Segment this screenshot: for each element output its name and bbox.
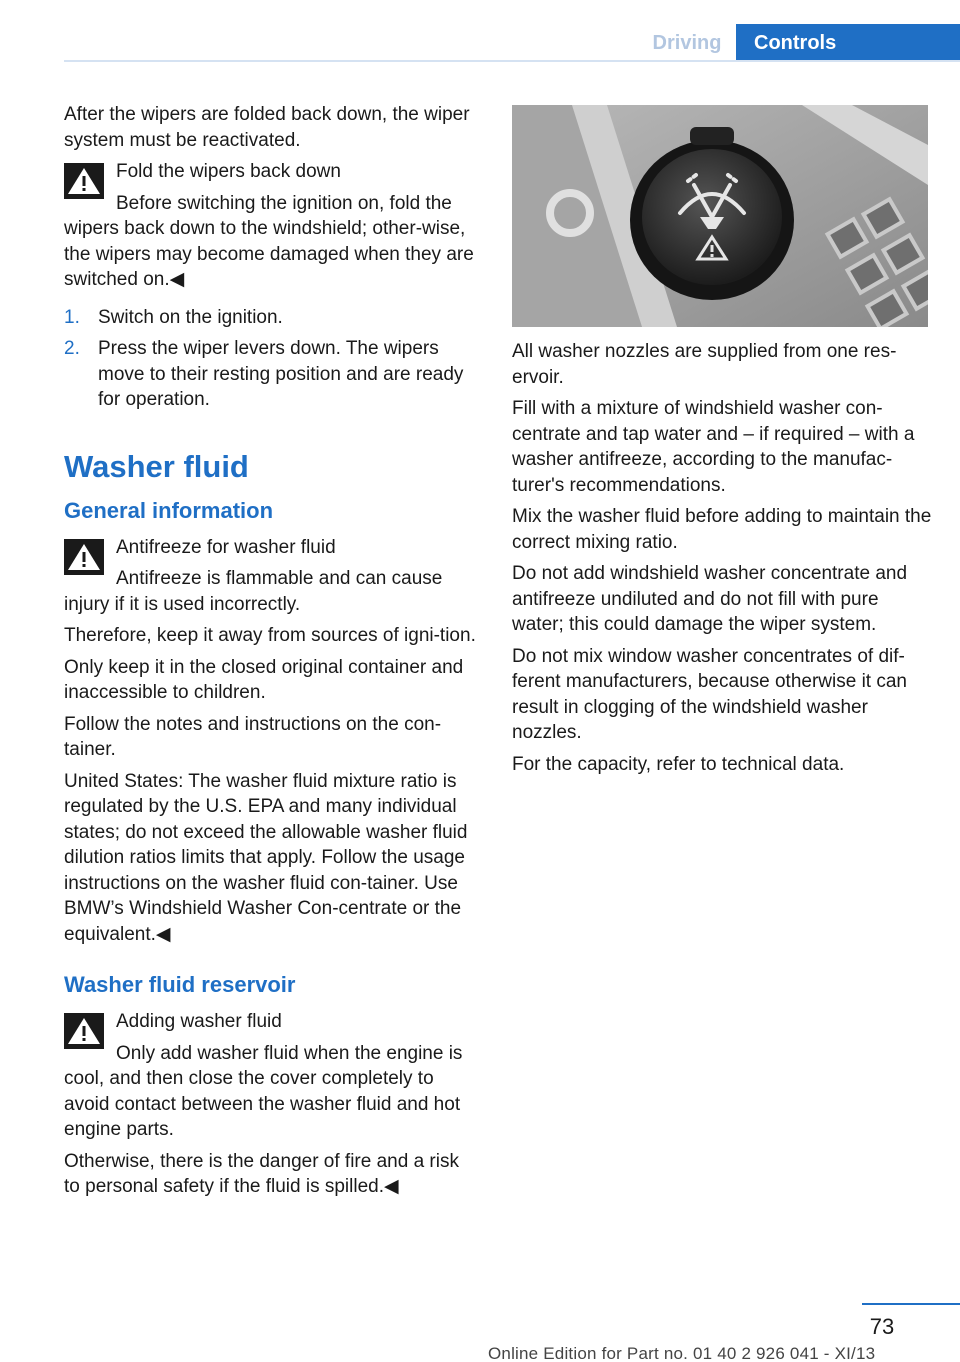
header-section: Driving	[652, 32, 722, 54]
warning-body: Antifreeze is flammable and can cause injury if it is used incorrectly.	[64, 568, 443, 615]
body-paragraph: Do not mix window washer concentrates of dif‐ferent manufacturers, because otherwise it can result in clogging of the windshield washer nozzles.	[512, 645, 907, 743]
step-text: Switch on the ignition.	[98, 306, 283, 328]
header-chapter: Controls	[736, 24, 960, 62]
body-paragraph: Fill with a mixture of windshield washer con‐centrate and tap water and – if required – with a washer antifreeze, according to the manufac‐turer's recommendations.	[512, 398, 915, 496]
warning-body: Before switching the ignition on, fold the wipers back down to the windshield; other‐wise, the wipers may become damaged when they are switched on.◀	[64, 192, 474, 290]
step-list	[64, 305, 478, 413]
washer-reservoir-photo	[512, 105, 928, 327]
body-paragraph: Otherwise, there is the danger of fire and a risk to personal safety if the fluid is spilled.◀	[64, 1150, 459, 1197]
section-title: Washer fluid	[64, 448, 249, 484]
warning-title: Adding washer fluid	[116, 1011, 282, 1032]
edition-note: Online Edition for Part no. 01 40 2 926 041 - XI/13	[488, 1344, 876, 1362]
body-paragraph: Mix the washer fluid before adding to maintain the correct mixing ratio.	[512, 506, 932, 553]
step-item	[64, 305, 478, 331]
warning-block	[64, 1009, 478, 1143]
footer-rule	[862, 1303, 960, 1305]
warning-triangle-icon	[64, 1013, 104, 1049]
warning-title: Fold the wipers back down	[116, 161, 341, 182]
step-number: 1.	[64, 306, 80, 328]
body-paragraph: Follow the notes and instructions on the con‐tainer.	[64, 713, 442, 760]
body-paragraph: For the capacity, refer to technical data.	[512, 753, 845, 775]
body-paragraph: Only keep it in the closed original container and inaccessible to children.	[64, 656, 464, 703]
body-paragraph: Do not add windshield washer concentrate and antifreeze undiluted and do not fill with pure water; this could damage the wiper system.	[512, 563, 908, 635]
warning-title: Antifreeze for washer fluid	[116, 536, 336, 558]
body-paragraph: United States: The washer fluid mixture ratio is regulated by the U.S. EPA and many individual states; do not exceed the allowable washer fluid dilution ratios limits that apply. Follow the usage instructions on the washer fluid con‐tainer. Use BMW’s Windshield Washer Con‐centrate or the equivalent.◀	[64, 770, 468, 945]
body-paragraph: All washer nozzles are supplied from one res‐ervoir.	[512, 341, 897, 388]
subsection-title: General information	[64, 497, 274, 523]
subsection-title: Washer fluid reservoir	[64, 972, 296, 997]
warning-block	[64, 159, 478, 293]
warning-body: Only add washer fluid when the engine is cool, and then close the cover completely to avoid contact between the washer fluid and hot engine parts.	[64, 1042, 463, 1140]
step-item	[64, 336, 478, 413]
header-rule	[64, 60, 960, 62]
left-column	[64, 102, 478, 1206]
page-number: 73	[869, 1314, 895, 1339]
body-paragraph: Therefore, keep it away from sources of igni‐tion.	[64, 625, 476, 646]
warning-block	[64, 535, 478, 618]
warning-triangle-icon	[64, 539, 104, 575]
step-number: 2.	[64, 338, 80, 359]
intro-paragraph: After the wipers are folded back down, the wiper system must be reactivated.	[64, 104, 470, 151]
step-text: Press the wiper levers down. The wipers move to their resting position and are ready for operation.	[98, 338, 464, 410]
page-header	[0, 0, 960, 64]
warning-triangle-icon	[64, 163, 104, 199]
right-column	[512, 105, 932, 783]
